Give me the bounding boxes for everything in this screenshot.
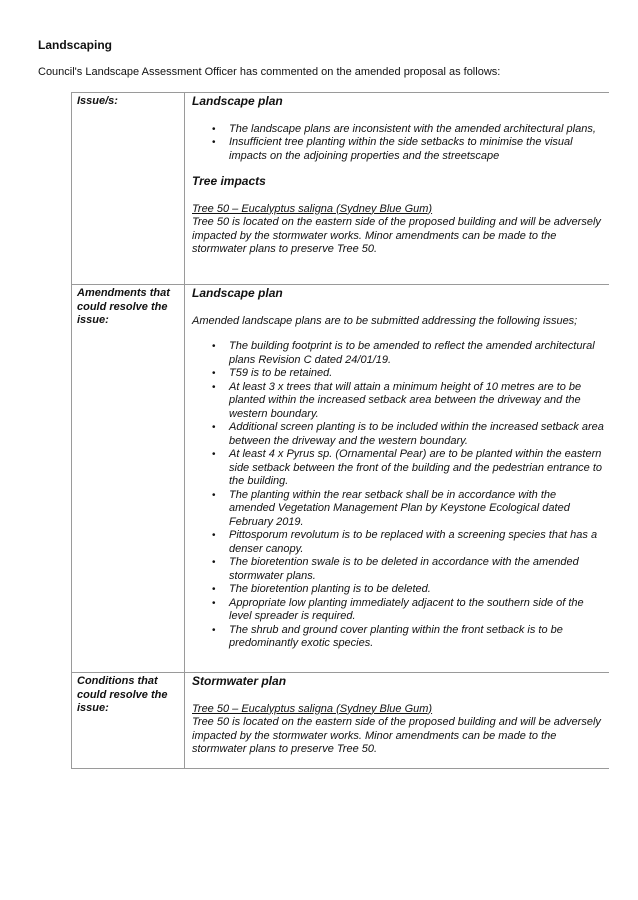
amendments-lead: Amended landscape plans are to be submitted addressing the following issues; bbox=[192, 314, 578, 327]
amendments-bullet: • At least 3 x trees that will attain a minimum height of 10 metres are to be planted within the increased setback area between the driveway and the western boundary. bbox=[229, 381, 605, 422]
conditions-title: Stormwater plan bbox=[192, 674, 287, 688]
issues-table bbox=[71, 92, 609, 769]
issue-bullet: • The landscape plans are inconsistent with the amended architectural plans, bbox=[229, 123, 605, 137]
amendments-content bbox=[185, 285, 610, 673]
conditions-tree-name: Tree 50 – Eucalyptus saligna (Sydney Blue Gum) bbox=[192, 702, 433, 715]
amendments-landscape-title: Landscape plan bbox=[192, 286, 283, 300]
issue-tree-name: Tree 50 – Eucalyptus saligna (Sydney Blue Gum) bbox=[192, 202, 433, 215]
amendments-bullet: • T59 is to be retained. bbox=[229, 367, 605, 381]
conditions-row bbox=[72, 673, 610, 769]
conditions-tree-text: Tree 50 is located on the eastern side of the proposed building and will be adversely impacted by the stormwater works. Minor amendments can be made to the stormwater plans to preserve Tree 50. bbox=[192, 716, 601, 755]
section-heading: Landscaping bbox=[38, 38, 113, 52]
conditions-label: Conditions that could resolve the issue: bbox=[72, 673, 185, 769]
amendments-bullet: • Additional screen planting is to be included within the increased setback area between the driveway and the western boundary. bbox=[229, 421, 605, 448]
issue-tree-title: Tree impacts bbox=[192, 174, 266, 188]
amendments-bullet-list bbox=[192, 340, 605, 651]
issue-bullet-list bbox=[192, 123, 605, 164]
amendments-label: Amendments that could resolve the issue: bbox=[72, 285, 185, 673]
amendments-bullet: • The bioretention planting is to be deleted. bbox=[229, 583, 605, 597]
amendments-bullet: • Appropriate low planting immediately adjacent to the southern side of the level spreader is required. bbox=[229, 597, 605, 624]
issue-tree-text: Tree 50 is located on the eastern side of the proposed building and will be adversely impacted by the stormwater works. Minor amendments can be made to the stormwater plans to preserve Tree 50. bbox=[192, 216, 601, 255]
intro-text: Council's Landscape Assessment Officer has commented on the amended proposal as follows: bbox=[38, 66, 501, 78]
issue-content bbox=[185, 93, 610, 285]
issue-label: Issue/s: bbox=[72, 93, 185, 285]
conditions-content bbox=[185, 673, 610, 769]
issue-bullet: • Insufficient tree planting within the side setbacks to minimise the visual impacts on the adjoining properties and the streetscape bbox=[229, 136, 605, 163]
amendments-row bbox=[72, 285, 610, 673]
amendments-bullet: • At least 4 x Pyrus sp. (Ornamental Pear) are to be planted within the eastern side setback between the front of the building and the pedestrian entrance to the building. bbox=[229, 448, 605, 489]
amendments-bullet: • The bioretention swale is to be deleted in accordance with the amended stormwater plans. bbox=[229, 556, 605, 583]
amendments-bullet: • Pittosporum revolutum is to be replaced with a screening species that has a denser canopy. bbox=[229, 529, 605, 556]
issue-row bbox=[72, 93, 610, 285]
amendments-bullet: • The building footprint is to be amended to reflect the amended architectural plans Revision C dated 24/01/19. bbox=[229, 340, 605, 367]
amendments-bullet: • The planting within the rear setback shall be in accordance with the amended Vegetation Management Plan by Keystone Ecological dated February 2019. bbox=[229, 489, 605, 530]
amendments-bullet: • The shrub and ground cover planting within the front setback is to be predominantly exotic species. bbox=[229, 624, 605, 651]
issue-landscape-title: Landscape plan bbox=[192, 94, 283, 108]
